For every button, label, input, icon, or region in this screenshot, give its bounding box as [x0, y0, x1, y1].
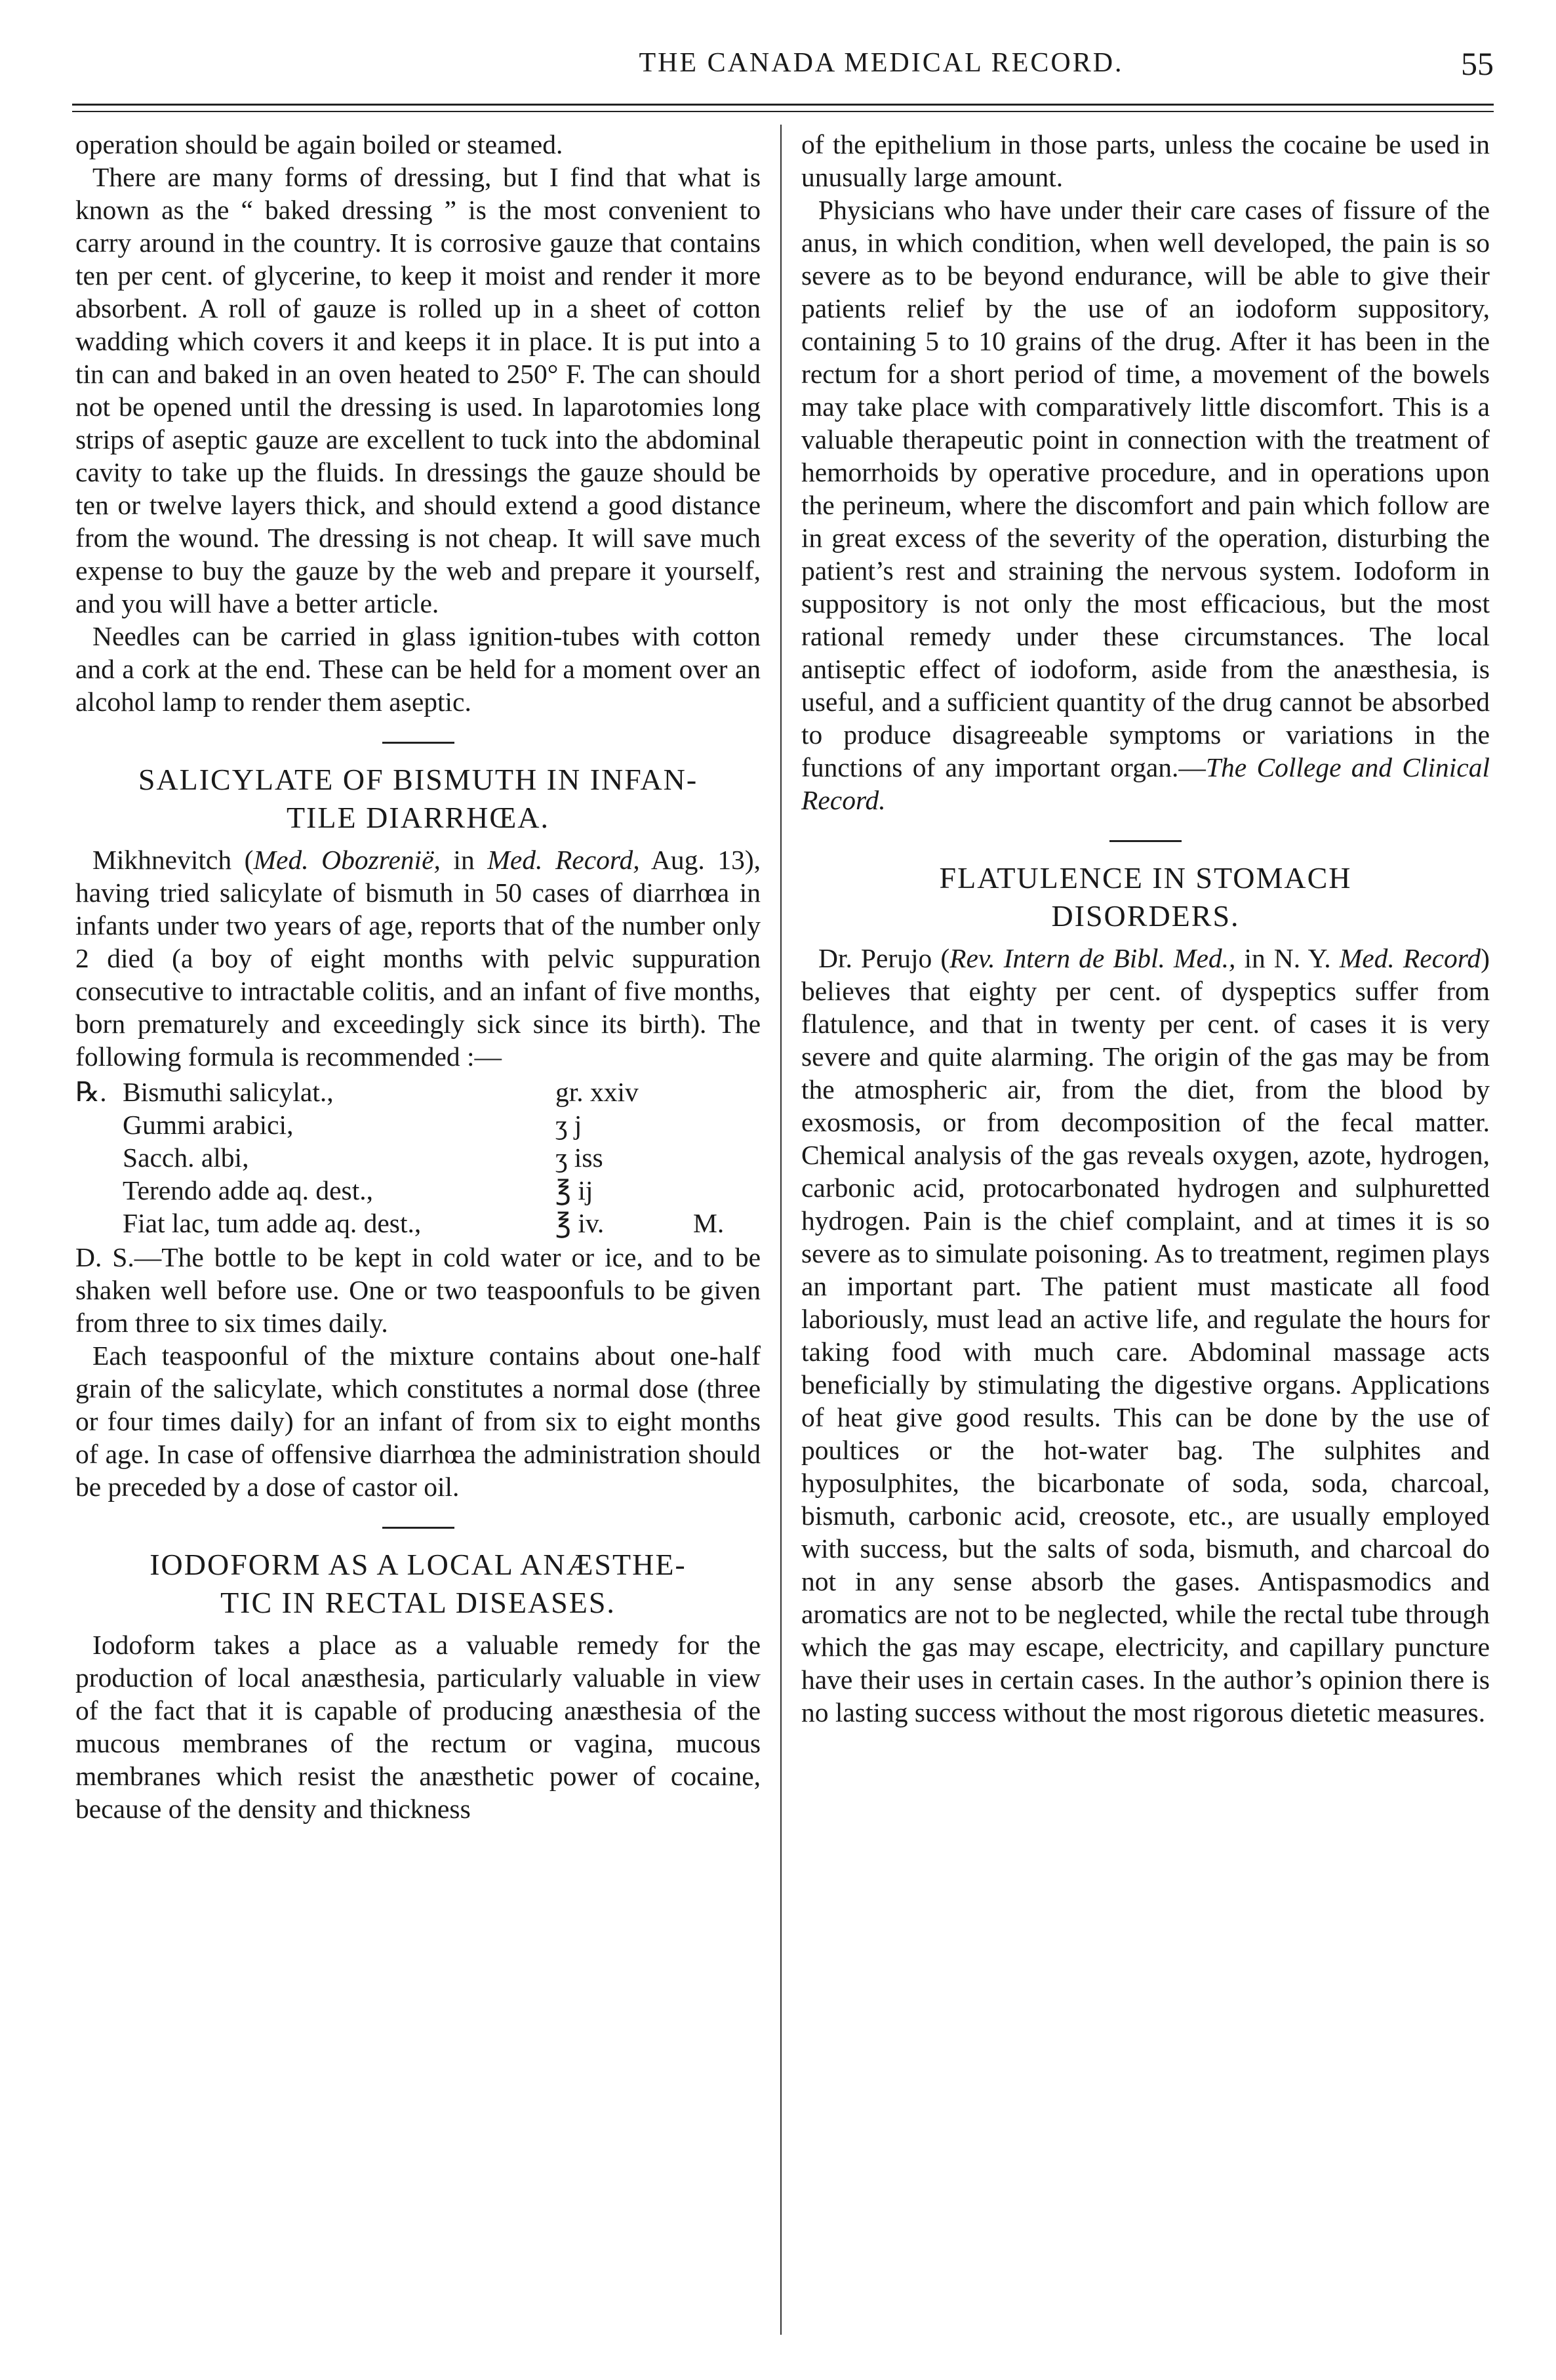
paragraph-iodoform: Iodoform takes a place as a valuable remedy for the production of local anæsthesia, particularly valuable in view of the fact that it is capable of producing anæsthesia of the mucous membranes of the rectum or vagina, mucous membranes which resist the anæsthetic power of cocaine, because of the density and thickness — [75, 1630, 761, 1824]
formula-ingredient: Bismuthi salicylat., — [123, 1077, 334, 1107]
journal-title: THE CANADA MEDICAL RECORD. — [639, 48, 1124, 78]
flatulence-body: ) believes that eighty per cent. of dyspeptics suffer from flatulence, and that in twenty per cent. of cases it is very severe and quite alarming. The origin of the gas may be from the atmospheric air, from the diet, from the blood by exosmosis, or from decomposition of the fecal matter. Chemical analysis of the gas reveals oxygen, azote, hydrogen, carbonic acid, protocarbonated hydrogen and sulphuretted hydrogen. Pain is the chief complaint, and at times it is so severe as to simulate poisoning. As to treatment, regimen plays an important part. The patient must masticate all food laboriously, must lead an active life, and regulate the hours for taking food with much care. Abdominal massage acts beneficially by stimulating the digestive organs. Applications of heat give good results. This can be done by the use of poultices or the hot-water bag. The sulphites and hyposulphites, the bicarbonate of soda, soda, charcoal, bismuth, carbonic acid, creosote, etc., are usually employed with success, but the salts of soda, bismuth, and charcoal do not in any sense absorb the gases. Antispasmodics and aromatics are not to be neglected, while the rectal tube through which the gas may escape, electricity, and capillary puncture have their uses in certain cases. In the author’s opinion there is no lasting success without the most rigorous dietetic measures. — [801, 943, 1490, 1727]
paragraph-baked-dressing: There are many forms of dressing, but I find that what is known as the “ baked dressing ” is the most convenient to carry around in the country. It is corrosive gauze that contains ten per cent. of glycerine, to keep it moist and render it more absorbent. A roll of gauze is rolled up in a sheet of cotton wadding which covers it and keeps it in place. It is put into a tin can and baked in an oven heated to 250° F. The can should not be opened until the dressing is used. In laparotomies long strips of aseptic gauze are excellent to tuck into the abdominal cavity to take up the fluids. In dressings the gauze should be ten or twelve layers thick, and should extend a good distance from the wound. The dressing is not cheap. It will save much expense to buy the gauze by the web and prepare it yourself, and you will have a better article. — [75, 162, 761, 618]
author-mikhnevitch: Mikhnevitch ( — [92, 845, 254, 875]
heading-iodoform-line-1: IODOFORM AS A LOCAL ANÆSTHE- — [150, 1548, 687, 1581]
paragraph-epithelium: of the epithelium in those parts, unless the cocaine be used in unusually large amount. — [801, 129, 1490, 192]
heading-bismuth-line-1: SALICYLATE OF BISMUTH IN INFAN- — [138, 763, 698, 796]
running-head — [72, 47, 1494, 93]
heading-flatulence-line-1: FLATULENCE IN STOMACH — [939, 861, 1352, 895]
paragraph-flatulence — [801, 942, 1490, 1729]
bismuth-intro-body: Aug. 13), having tried salicylate of bismuth in 50 cases of diarrhœa in infants under two years of age, reports that of the number only 2 died (a boy of eight months with pelvic suppuration consecutive to intractable colitis, and an infant of five months, born prematurely and exceedingly sick since its birth). The following formula is recommended :— — [75, 845, 761, 1072]
formula-ingredient: Gummi arabici, — [123, 1110, 294, 1140]
text-in-ny: in N. Y. — [1235, 943, 1340, 973]
formula-amount: ℥ ij — [555, 1175, 593, 1205]
left-column — [75, 128, 761, 2345]
heading-flatulence-line-2: DISORDERS. — [1051, 899, 1240, 933]
heading-bismuth-line-2: TILE DIARRHŒA. — [286, 801, 550, 834]
formula-amount: gr. xxiv — [555, 1077, 639, 1107]
source-med-obozrenie: Med. Obozrenië, — [253, 845, 441, 875]
rx-icon: ℞. — [75, 1077, 107, 1107]
right-column — [801, 128, 1490, 2345]
formula-amount: ʒ j — [555, 1110, 582, 1140]
author-perujo: Dr. Perujo ( — [818, 943, 950, 973]
paragraph-dressing-continued: operation should be again boiled or steamed. — [75, 129, 563, 159]
formula-ingredient: Fiat lac, tum adde aq. dest., — [123, 1208, 422, 1238]
formula-sig: M. — [693, 1208, 725, 1238]
paragraph-teaspoonful: Each teaspoonful of the mixture contains about one-half grain of the salicylate, which constitutes a normal dose (three or four times daily) for an infant of from six to eight months of age. In case of offensive diarrhœa the administration should be preceded by a dose of castor oil. — [75, 1341, 761, 1502]
source-med-record: Med. Record, — [487, 845, 640, 875]
text-in: in — [440, 845, 488, 875]
section-rule — [382, 1527, 454, 1529]
page-number: 55 — [1461, 45, 1494, 82]
prescription-formula — [75, 1076, 761, 1240]
paragraph-physicians — [801, 193, 1490, 817]
paragraph-directions: D. S.—The bottle to be kept in cold water or ice, and to be shaken well before use. One or two teaspoonfuls to be given from three to six times daily. — [75, 1242, 761, 1338]
formula-ingredient: Sacch. albi, — [123, 1142, 249, 1173]
physicians-body: Physicians who have under their care cases of fissure of the anus, in which condition, when well developed, the pain is so severe as to be beyond endurance, will be able to give their patients relief by the use of an iodoform suppository, containing 5 to 10 grains of the drug. After it has been in the rectum for a short period of time, a movement of the bowels may take place with comparatively little discomfort. This is a valuable therapeutic point in connection with the treatment of hemorrhoids by operative procedure, and in operations upon the perineum, where the discomfort and pain which follow are in great excess of the severity of the operation, disturbing the patient’s rest and straining the nervous system. Iodoform in suppository is not only the most efficacious, but the most rational remedy under these circumstances. The local antiseptic effect of iodoform, aside from the anæsthesia, is useful, and a sufficient quantity of the drug cannot be absorbed to produce disagreeable symptoms or variations in the functions of any important organ.— — [801, 195, 1490, 782]
formula-symbol — [75, 1207, 123, 1240]
formula-row — [75, 1141, 761, 1174]
formula-amount: ℥ iv. — [555, 1208, 605, 1238]
section-rule — [1109, 840, 1182, 842]
formula-symbol — [75, 1174, 123, 1207]
paragraph-needles: Needles can be carried in glass ignition-tubes with cotton and a cork at the end. These can be held for a moment over an alcohol lamp to render them aseptic. — [75, 621, 761, 717]
column-divider — [780, 125, 782, 2335]
header-double-rule — [72, 104, 1494, 112]
formula-symbol — [75, 1108, 123, 1141]
formula-row — [75, 1207, 761, 1240]
source-med-record-ny: Med. Record — [1339, 943, 1481, 973]
heading-iodoform-line-2: TIC IN RECTAL DISEASES. — [220, 1586, 616, 1619]
formula-row — [75, 1108, 761, 1141]
source-rev-intern: Rev. Intern de Bibl. Med., — [949, 943, 1236, 973]
formula-symbol — [75, 1141, 123, 1174]
formula-row — [75, 1076, 761, 1108]
source-college-clinical-record: The College and Clinical Record. — [801, 752, 1490, 815]
section-rule — [382, 742, 454, 744]
formula-amount: ʒ iss — [555, 1142, 603, 1173]
formula-ingredient: Terendo adde aq. dest., — [123, 1175, 373, 1205]
formula-row — [75, 1174, 761, 1207]
paragraph-bismuth-intro — [75, 843, 761, 1073]
